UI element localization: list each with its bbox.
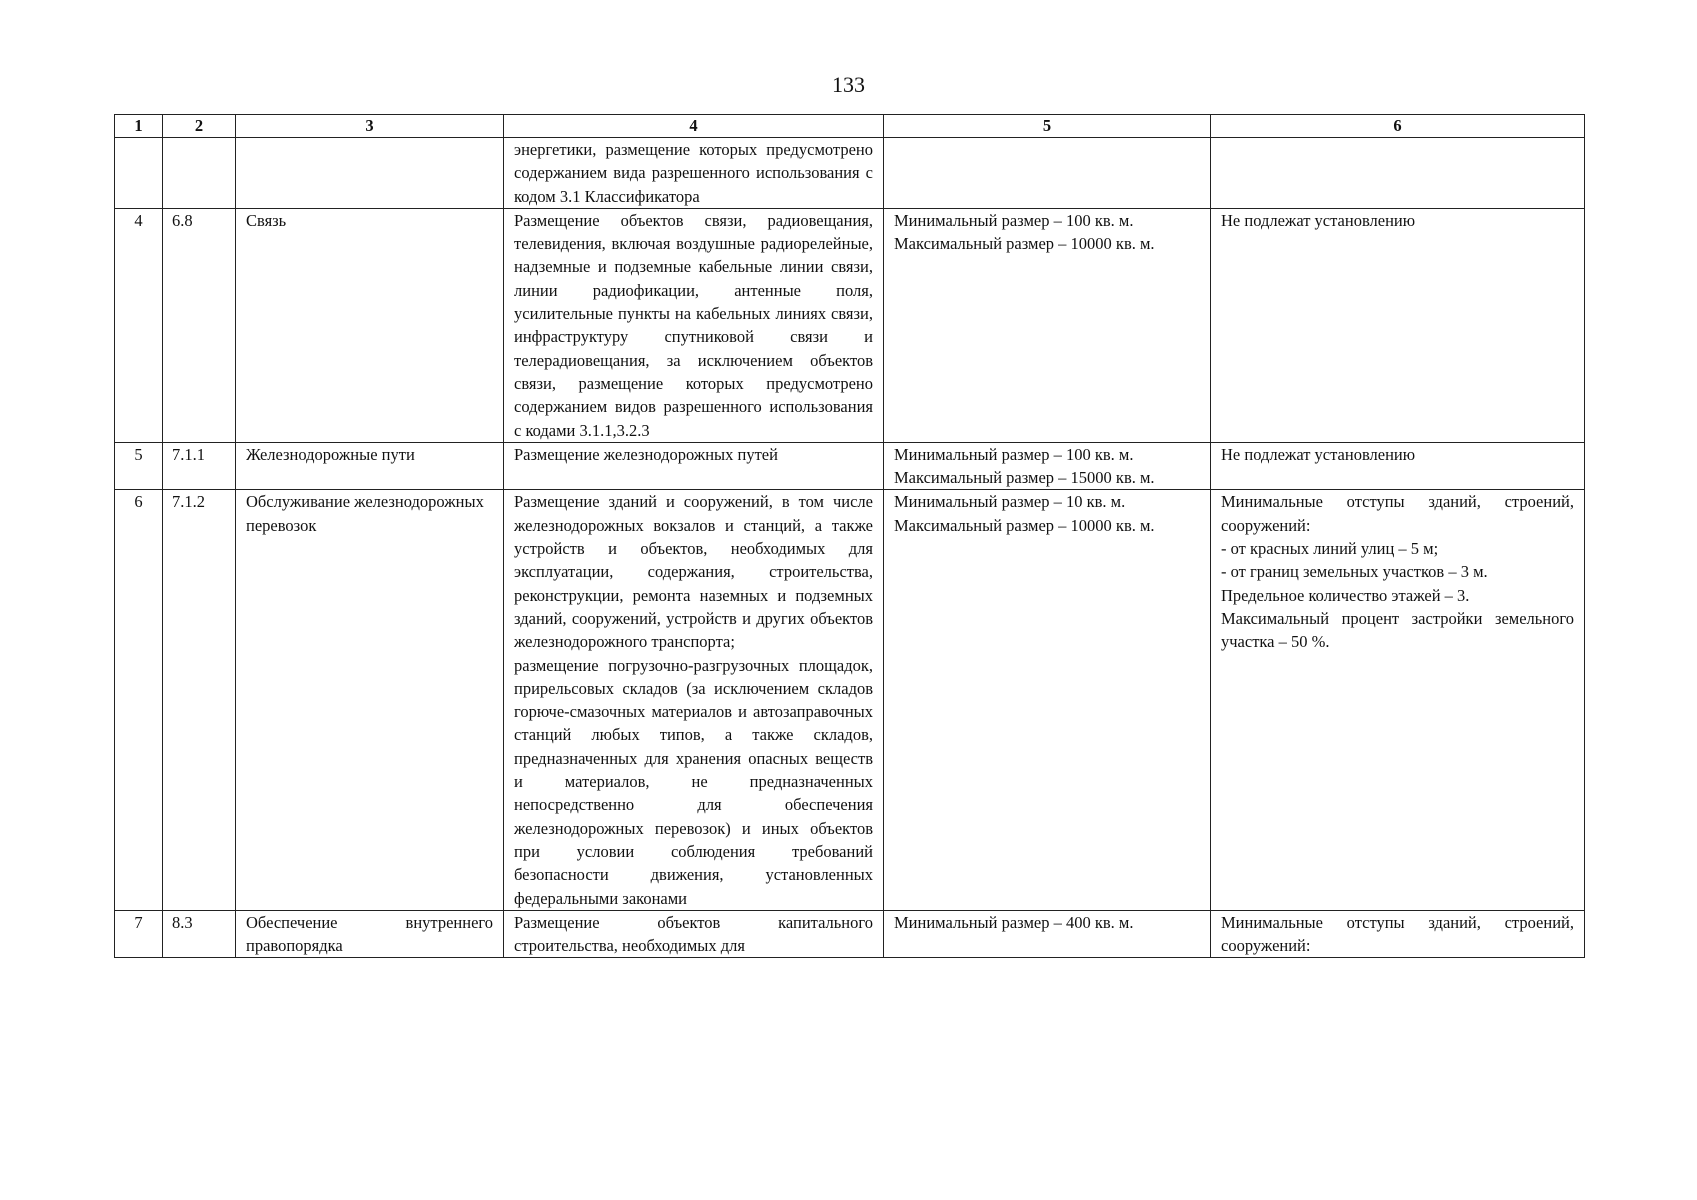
- plot-size: [884, 138, 1211, 209]
- use-description: энергетики, размещение которых предусмотрено содержанием вида разрешенного использования с кодом 3.1 Классификатора: [504, 138, 884, 209]
- table-row: [115, 208, 1585, 442]
- page-number: 133: [832, 72, 865, 97]
- plot-size: Минимальный размер – 100 кв. м. Максимальный размер – 15000 кв. м.: [884, 442, 1211, 490]
- table-row: [115, 910, 1585, 958]
- use-description: Размещение зданий и сооружений, в том числе железнодорожных вокзалов и станций, а также устройств и объектов, необходимых для эксплуатации, содержания, строительства, реконструкции, ремонта наземных и подземных зданий, сооружений, устройств и других объектов железнодорожного транспорта; размещение погрузочно-разгрузочных площадок, прирельсовых складов (за исключением складов горюче-смазочных материалов и автозаправочных станций любых типов, а также складов, предназначенных для хранения опасных веществ и материалов, не предназначенных непосредственно для обеспечения железнодорожных перевозок) и иных объектов при условии соблюдения требований безопасности движения, установленных федеральными законами: [504, 490, 884, 910]
- classifier-code: 7.1.2: [163, 490, 236, 910]
- column-header: 6: [1211, 115, 1585, 138]
- use-description: Размещение объектов капитального строительства, необходимых для: [504, 910, 884, 958]
- column-header: 3: [236, 115, 504, 138]
- classifier-code: 6.8: [163, 208, 236, 442]
- plot-size: Минимальный размер – 100 кв. м. Максимальный размер – 10000 кв. м.: [884, 208, 1211, 442]
- table-row: [115, 490, 1585, 910]
- building-parameters: [1211, 138, 1585, 209]
- table-row: [115, 442, 1585, 490]
- use-name: [236, 138, 504, 209]
- row-number: 5: [115, 442, 163, 490]
- building-parameters: Не подлежат установлению: [1211, 208, 1585, 442]
- column-header: 2: [163, 115, 236, 138]
- row-number: 4: [115, 208, 163, 442]
- use-name: Обеспечение внутреннего правопорядка: [236, 910, 504, 958]
- use-description: Размещение железнодорожных путей: [504, 442, 884, 490]
- table-header-row: [115, 115, 1585, 138]
- building-parameters: Не подлежат установлению: [1211, 442, 1585, 490]
- row-number: 6: [115, 490, 163, 910]
- column-header: 1: [115, 115, 163, 138]
- classifier-code: [163, 138, 236, 209]
- plot-size: Минимальный размер – 10 кв. м. Максимальный размер – 10000 кв. м.: [884, 490, 1211, 910]
- column-header: 5: [884, 115, 1211, 138]
- land-use-table: [114, 114, 1585, 958]
- column-header: 4: [504, 115, 884, 138]
- classifier-code: 7.1.1: [163, 442, 236, 490]
- row-number: [115, 138, 163, 209]
- table-row: [115, 138, 1585, 209]
- plot-size: Минимальный размер – 400 кв. м.: [884, 910, 1211, 958]
- use-name: Обслуживание железнодорожных перевозок: [236, 490, 504, 910]
- building-parameters: Минимальные отступы зданий, строений, сооружений:: [1211, 910, 1585, 958]
- use-name: Связь: [236, 208, 504, 442]
- row-number: 7: [115, 910, 163, 958]
- classifier-code: 8.3: [163, 910, 236, 958]
- building-parameters: Минимальные отступы зданий, строений, сооружений: - от красных линий улиц – 5 м; - от границ земельных участков – 3 м. Предельное количество этажей – 3. Максимальный процент застройки земельного участка – 50 %.: [1211, 490, 1585, 910]
- use-name: Железнодорожные пути: [236, 442, 504, 490]
- use-description: Размещение объектов связи, радиовещания, телевидения, включая воздушные радиорелейные, надземные и подземные кабельные линии связи, линии радиофикации, антенные поля, усилительные пункты на кабельных линиях связи, инфраструктуру спутниковой связи и телерадиовещания, за исключением объектов связи, размещение которых предусмотрено содержанием видов разрешенного использования с кодами 3.1.1,3.2.3: [504, 208, 884, 442]
